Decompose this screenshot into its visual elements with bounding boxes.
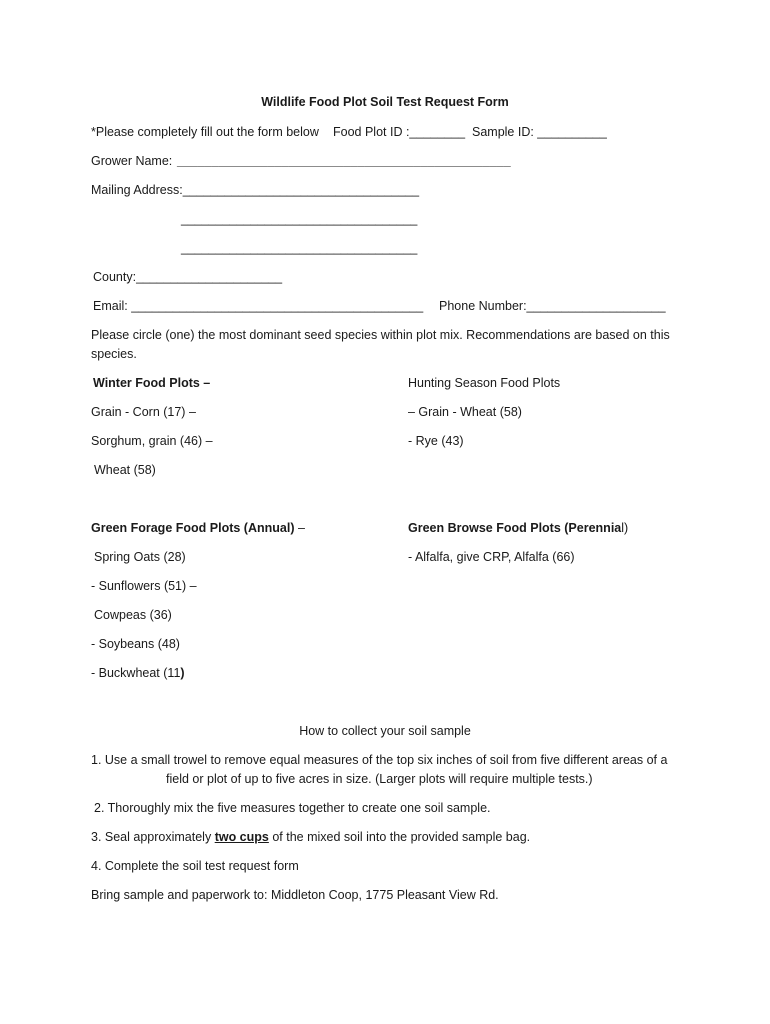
buckwheat-text: - Buckwheat (11	[91, 666, 181, 680]
green-forage-heading-text: Green Forage Food Plots (Annual)	[91, 521, 295, 535]
address-line-2-field[interactable]: __________________________________	[181, 212, 418, 226]
winter-food-plots-heading: Winter Food Plots –	[93, 376, 211, 390]
green-browse-heading-text: Green Browse Food Plots (Perennia	[408, 521, 622, 535]
buckwheat-paren: )	[180, 666, 185, 680]
county-field[interactable]: County:_____________________	[93, 270, 283, 284]
step3-pre: 3. Seal approximately	[91, 830, 215, 844]
species-instruction-line1: Please circle (one) the most dominant seed species within plot mix. Recommendations are based on this	[91, 328, 670, 342]
food-plot-id-field[interactable]: Food Plot ID :________	[333, 125, 466, 139]
collect-step4: 4. Complete the soil test request form	[91, 859, 299, 873]
grower-name-label: Grower Name:	[91, 154, 173, 168]
step3-post: of the mixed soil into the provided sample bag.	[268, 830, 531, 844]
collect-step1-line1: 1. Use a small trowel to remove equal measures of the top six inches of soil from five different areas of a	[91, 753, 668, 767]
green-browse-heading	[408, 520, 628, 536]
phone-number-field[interactable]: Phone Number:____________________	[439, 299, 666, 313]
step3-emphasis: two cups	[214, 830, 269, 844]
email-field[interactable]: Email: __________________________________________	[93, 299, 424, 313]
collect-step1-line2: field or plot of up to five acres in size. (Larger plots will require multiple tests.)	[166, 772, 593, 786]
forage-item-soybeans[interactable]: - Soybeans (48)	[91, 637, 180, 651]
collect-step3	[91, 829, 530, 845]
forage-item-sunflowers[interactable]: - Sunflowers (51) –	[91, 579, 197, 593]
species-instruction-line2: species.	[91, 347, 137, 361]
hunting-item-wheat[interactable]: – Grain - Wheat (58)	[408, 405, 522, 419]
winter-item-sorghum[interactable]: Sorghum, grain (46) –	[91, 434, 213, 448]
instruction-text: *Please completely fill out the form below	[91, 125, 319, 139]
form-title: Wildlife Food Plot Soil Test Request Form	[261, 95, 509, 109]
green-browse-heading-end: l)	[621, 521, 629, 535]
grower-name-field[interactable]: ________________________________________________	[177, 154, 511, 168]
green-forage-heading	[91, 520, 305, 536]
winter-item-corn[interactable]: Grain - Corn (17) –	[91, 405, 196, 419]
collect-heading: How to collect your soil sample	[299, 724, 471, 738]
forage-item-spring-oats[interactable]: Spring Oats (28)	[94, 550, 186, 564]
browse-item-alfalfa[interactable]: - Alfalfa, give CRP, Alfalfa (66)	[408, 550, 575, 564]
hunting-season-heading: Hunting Season Food Plots	[408, 376, 561, 390]
bring-sample-text: Bring sample and paperwork to: Middleton Coop, 1775 Pleasant View Rd.	[91, 888, 499, 902]
forage-item-cowpeas[interactable]: Cowpeas (36)	[94, 608, 172, 622]
mailing-address-field[interactable]: Mailing Address:__________________________________	[91, 183, 420, 197]
forage-item-buckwheat[interactable]	[91, 665, 185, 681]
address-line-3-field[interactable]: __________________________________	[181, 241, 418, 255]
winter-item-wheat[interactable]: Wheat (58)	[94, 463, 156, 477]
hunting-item-rye[interactable]: - Rye (43)	[408, 434, 464, 448]
collect-step2: 2. Thoroughly mix the five measures together to create one soil sample.	[94, 801, 491, 815]
green-forage-heading-dash: –	[294, 521, 305, 535]
sample-id-field[interactable]: Sample ID: __________	[472, 125, 607, 139]
